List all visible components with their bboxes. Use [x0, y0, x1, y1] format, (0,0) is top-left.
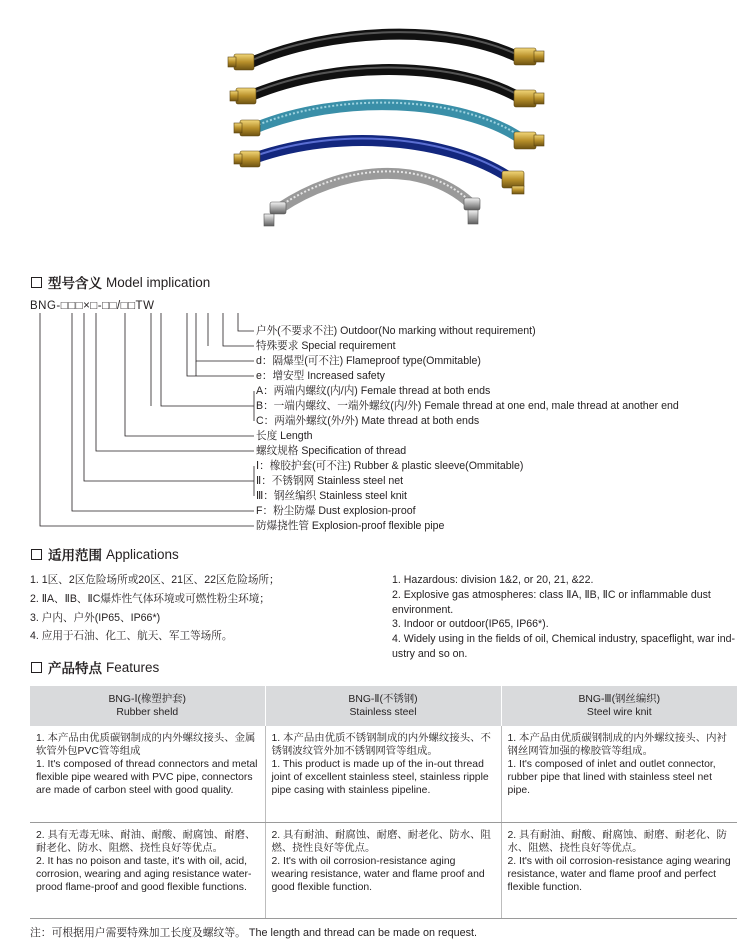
- application-item-en: 3. Indoor or outdoor(IP65, IP66*).: [392, 618, 549, 631]
- model-line: 螺纹规格 Specification of thread: [256, 445, 407, 457]
- table-header-cell: BNG-Ⅲ(钢丝编织) Steel wire knit: [501, 686, 737, 726]
- applications-en-list: [392, 573, 747, 662]
- table-cell: 2. 具有耐油、耐腐蚀、耐磨、耐老化、防水、阻燃、挠性良好等优点。 2. It's with oil corrosion-resistance aging wearing resistance, water and flame proof and good flexible function.: [265, 822, 501, 918]
- table-cell: 1. 本产品由优质碳钢制成的内外螺纹接头、金属软管外包PVC管等组成 1. It's composed of thread connectors and metal flexible pipe weared with PVC pipe, connectors are made of carbon steel with good quality.: [30, 726, 265, 822]
- hose-product-image: [220, 18, 560, 248]
- table-header-row: [30, 686, 737, 726]
- model-code: BNG-□□□×□-□□/□□TW: [30, 300, 155, 312]
- table-cell: 1. 本产品由优质碳钢制成的内外螺纹接头、内衬钢丝网管加强的橡胶管等组成。 1. It's composed of inlet and outlet connector, rubber pipe that lined with stainless steel net pipe.: [501, 726, 737, 822]
- model-line: 长度 Length: [256, 430, 313, 442]
- application-item-cn: 4. 应用于石油、化工、航天、军工等场所。: [30, 630, 233, 643]
- table-cell: 2. 具有耐油、耐酸、耐腐蚀、耐磨、耐老化、防水、阻燃、挠性良好等优点。 2. It's with oil corrosion-resistance aging wearing resistance, water and flame proof and perfect flexible function.: [501, 822, 737, 918]
- table-cell: 1. 本产品由优质不锈钢制成的内外螺纹接头、不锈钢波纹管外加不锈钢网管等组成。 1. This product is made up of the in-out thread joint of excellent stainless steel, stainless ripple pipe casing with stainless pipeline.: [265, 726, 501, 822]
- model-line: B：一端内螺纹、一端外螺纹(内/外) Female thread at one end, male thread at another end: [256, 400, 679, 412]
- application-item-en: 4. Widely using in the fields of oil, Chemical industry, spaceflight, war ind-ustry and so on.: [392, 633, 736, 660]
- application-item-cn: 1. 1区、2区危险场所或20区、21区、22区危险场所；: [30, 574, 280, 586]
- checkbox-square-icon: [31, 662, 42, 673]
- application-item-en: 1. Hazardous: division 1&2, or 20, 21, &22.: [392, 574, 594, 586]
- model-line: F：粉尘防爆 Dust explosion-proof: [256, 505, 416, 517]
- applications-cn-list: [30, 573, 380, 644]
- model-line: A：两端内螺纹(内/内) Female thread at both ends: [256, 385, 491, 397]
- table-header-cell: BNG-Ⅱ(不锈钢) Stainless steel: [265, 686, 501, 726]
- table-row: [30, 726, 737, 822]
- model-line: Ⅰ：橡胶护套(可不注) Rubber & plastic sleeve(Ommitable): [256, 460, 524, 472]
- table-header-cell: BNG-Ⅰ(橡塑护套) Rubber sheld: [30, 686, 265, 726]
- model-section-title: 型号含义 Model implication: [31, 272, 210, 292]
- model-line: Ⅲ：钢丝编织 Stainless steel knit: [256, 490, 407, 502]
- model-line: 防爆挠性管 Explosion-proof flexible pipe: [256, 520, 445, 532]
- application-item-cn: 3. 户内、户外(IP65、IP66*): [30, 611, 161, 624]
- application-item-cn: 2. ⅡA、ⅡB、ⅡC爆炸性气体环境或可燃性粉尘环境；: [30, 592, 270, 605]
- model-line: e：增安型 Increased safety: [256, 370, 385, 382]
- model-line: Ⅱ：不锈钢网 Stainless steel net: [256, 475, 404, 487]
- model-line: d：隔爆型(可不注) Flameproof type(Ommitable): [256, 355, 481, 367]
- application-item-en: 2. Explosive gas atmospheres: class ⅡA, ⅡB, ⅡC or inflammable dust environment.: [392, 588, 711, 616]
- model-line: C：两端外螺纹(外/外) Mate thread at both ends: [256, 415, 480, 427]
- footnote: 注：可根据用户需要特殊加工长度及螺纹等。 The length and thread can be made on request.: [30, 927, 478, 939]
- features-table: [30, 686, 737, 919]
- table-cell: 2. 具有无毒无味、耐油、耐酸、耐腐蚀、耐磨、耐老化、防水、阻燃、挠性良好等优点。 2. It has no poison and taste, it's with oil, acid, corrosion, wearing and aging resistance water-prood flame-proof and good flexible functions.: [30, 822, 265, 918]
- model-line: 特殊要求 Special requirement: [256, 340, 396, 352]
- features-section-title: 产品特点 Features: [31, 657, 159, 677]
- checkbox-square-icon: [31, 277, 42, 288]
- model-line: 户外(不要求不注) Outdoor(No marking without requirement): [256, 325, 536, 337]
- table-row: [30, 822, 737, 918]
- checkbox-square-icon: [31, 549, 42, 560]
- applications-section-title: 适用范围 Applications: [31, 544, 179, 564]
